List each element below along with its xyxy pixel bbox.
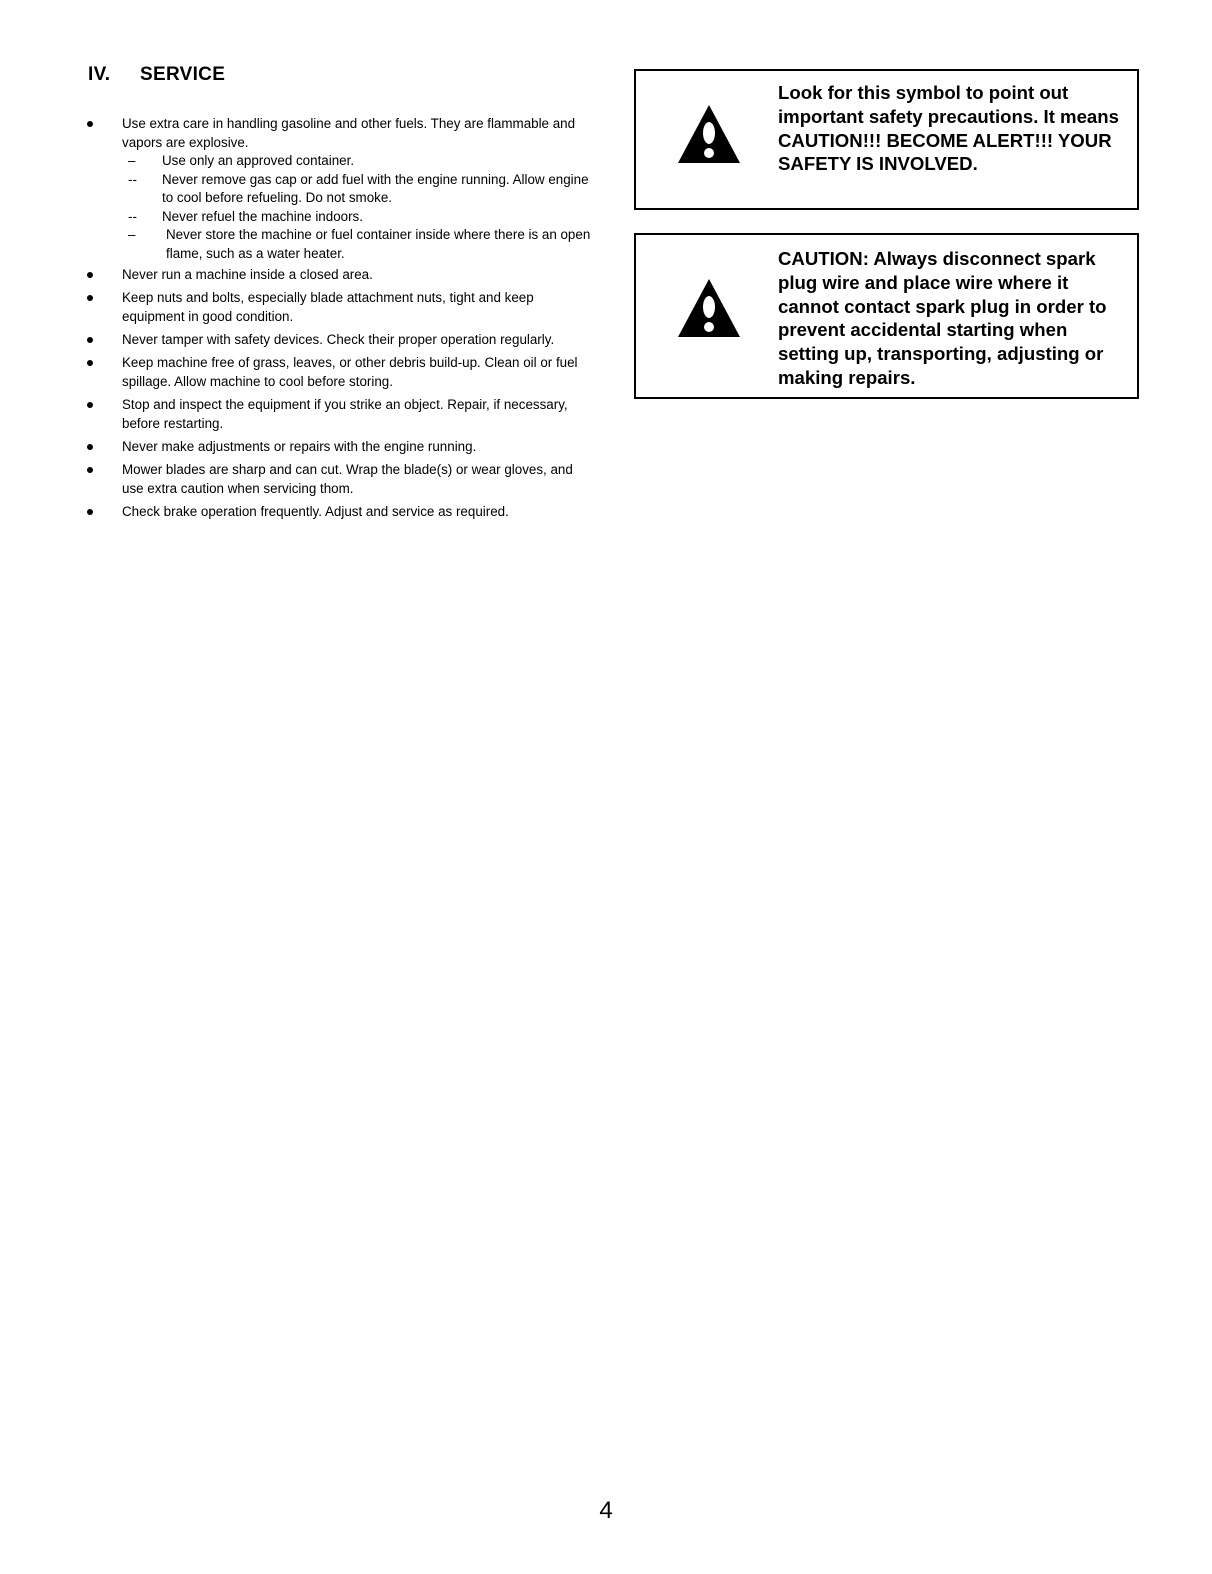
sub-list <box>122 152 594 263</box>
notice-text: CAUTION: Always disconnect spark plug wire and place wire where it cannot contact spark plug in order to prevent accidental starting when setting up, transporting, adjusting or making repairs. <box>778 248 1107 388</box>
bullet-icon <box>87 121 93 127</box>
safety-symbol-notice <box>634 69 1139 210</box>
section-number: IV. <box>88 64 111 85</box>
bullet-icon <box>87 402 93 408</box>
list-item: Never run a machine inside a closed area. <box>84 265 594 284</box>
sub-list-item: -- Never refuel the machine indoors. <box>122 208 594 227</box>
caution-notice <box>634 233 1139 399</box>
sub-list-item: – Use only an approved container. <box>122 152 594 171</box>
list-item <box>84 114 594 263</box>
list-item: Never make adjustments or repairs with the engine running. <box>84 437 594 456</box>
list-item: Mower blades are sharp and can cut. Wrap the blade(s) or wear gloves, and use extra caution when servicing thom. <box>84 460 594 498</box>
list-item: Stop and inspect the equipment if you strike an object. Repair, if necessary, before restarting. <box>84 395 594 433</box>
bullet-icon <box>87 337 93 343</box>
dash-icon: -- <box>128 171 137 187</box>
sub-list-item: – Never store the machine or fuel container inside where there is an open flame, such as a water heater. <box>128 227 591 261</box>
dash-icon: – <box>128 153 136 168</box>
list-item: Never tamper with safety devices. Check their proper operation regularly. <box>84 330 594 349</box>
sub-list-item: -- Never remove gas cap or add fuel with the engine running. Allow engine to cool before refueling. Do not smoke. <box>128 171 589 205</box>
list-item: Keep nuts and bolts, especially blade attachment nuts, tight and keep equipment in good condition. <box>84 288 594 326</box>
bullet-icon <box>87 444 93 450</box>
service-list <box>84 114 594 525</box>
section-heading <box>88 64 225 86</box>
warning-triangle-icon <box>676 103 742 165</box>
bullet-icon <box>87 467 93 473</box>
list-item: Check brake operation frequently. Adjust and service as required. <box>84 502 594 521</box>
bullet-icon <box>87 295 93 301</box>
bullet-icon <box>87 272 93 278</box>
bullet-icon <box>87 360 93 366</box>
list-item: Keep machine free of grass, leaves, or other debris build-up. Clean oil or fuel spillage. Allow machine to cool before storing. <box>84 353 594 391</box>
dash-icon: -- <box>128 208 137 224</box>
list-item-text: Use extra care in handling gasoline and other fuels. They are flammable and vapors are explosive. <box>122 116 576 150</box>
notice-text: Look for this symbol to point out important safety precautions. It means CAUTION!!! BECOME ALERT!!! YOUR SAFETY IS INVOLVED. <box>778 82 1119 175</box>
page-number: 4 <box>599 1497 613 1524</box>
warning-triangle-icon <box>676 277 742 339</box>
dash-icon: – <box>128 227 136 242</box>
bullet-icon <box>87 509 93 515</box>
section-title: SERVICE <box>140 64 226 85</box>
